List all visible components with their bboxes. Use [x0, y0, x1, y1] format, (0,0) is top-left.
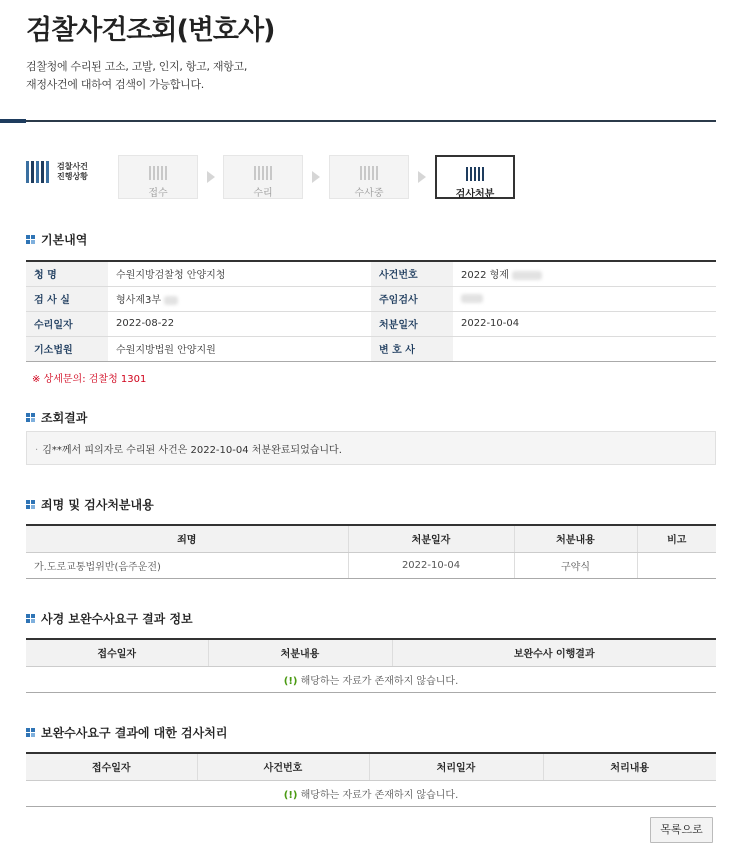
- column-header: 처리일자: [369, 753, 543, 780]
- page-title: 검찰사건조회(변호사): [26, 15, 275, 46]
- table-cell: 가.도로교통법위반(음주운전): [26, 552, 348, 578]
- redacted-text: [164, 296, 178, 305]
- redacted-text: [512, 271, 542, 280]
- column-header: 죄명: [26, 525, 348, 552]
- table-row: [26, 286, 716, 311]
- column-header: 접수일자: [26, 639, 208, 666]
- column-header: 접수일자: [26, 753, 197, 780]
- charges-table: [26, 524, 716, 579]
- section-bullet-icon: [26, 614, 35, 623]
- table-row: [26, 780, 716, 806]
- bullet-icon: ·: [35, 445, 39, 456]
- section-title-basic: 기본내역: [26, 231, 87, 248]
- arrow-right-icon: [207, 171, 215, 183]
- column-header: 비고: [637, 525, 716, 552]
- field-value: 수원지방법원 안양지원: [108, 336, 371, 361]
- field-label: 처분일자: [371, 311, 453, 336]
- field-value: 2022 형제: [453, 261, 716, 286]
- table-row: [26, 261, 716, 286]
- description-line: 검찰청에 수리된 고소, 고발, 인지, 항고, 재항고,: [26, 60, 248, 73]
- column-header: 처분일자: [348, 525, 514, 552]
- alert-icon: (!): [283, 675, 298, 687]
- column-header: 처분내용: [514, 525, 637, 552]
- prosecutor-handling-table: [26, 752, 716, 807]
- table-cell: 2022-10-04: [348, 552, 514, 578]
- section-title-prosecutor-handling: 보완수사요구 결과에 대한 검사처리: [26, 724, 227, 741]
- field-label: 청 명: [26, 261, 108, 286]
- empty-message: 해당하는 자료가 존재하지 않습니다.: [297, 675, 459, 687]
- column-header: 처리내용: [543, 753, 716, 780]
- bar-chart-icon: [26, 161, 49, 183]
- field-value: 2022-08-22: [108, 311, 371, 336]
- section-bullet-icon: [26, 728, 35, 737]
- result-message-box: [26, 431, 716, 465]
- field-label: 사건번호: [371, 261, 453, 286]
- step-label: 수사중: [354, 188, 384, 199]
- section-title-charges: 죄명 및 검사처분내용: [26, 496, 154, 513]
- field-value: 형사제3부: [108, 286, 371, 311]
- case-progress: [26, 153, 516, 201]
- table-row: [26, 666, 716, 692]
- progress-step-accepted: [223, 155, 303, 199]
- redacted-text: [461, 294, 483, 303]
- field-label: 변 호 사: [371, 336, 453, 361]
- empty-row: [26, 666, 716, 692]
- empty-message: 해당하는 자료가 존재하지 않습니다.: [297, 789, 459, 801]
- section-bullet-icon: [26, 235, 35, 244]
- step-label: 접수: [148, 188, 168, 199]
- page-description: [26, 58, 247, 94]
- step-icon: [330, 166, 408, 180]
- column-header: 사건번호: [197, 753, 369, 780]
- empty-row: [26, 780, 716, 806]
- field-label: 검 사 실: [26, 286, 108, 311]
- alert-icon: (!): [283, 789, 298, 801]
- section-bullet-icon: [26, 500, 35, 509]
- inquiry-notice: ※ 상세문의: 검찰청 1301: [32, 374, 147, 385]
- section-title-police-request: 사경 보완수사요구 결과 정보: [26, 610, 193, 627]
- arrow-right-icon: [312, 171, 320, 183]
- column-header: 처분내용: [208, 639, 392, 666]
- title-divider: [0, 120, 716, 122]
- field-label: 수리일자: [26, 311, 108, 336]
- section-title-result: 조회결과: [26, 409, 87, 426]
- progress-step-disposition: [435, 155, 515, 199]
- section-bullet-icon: [26, 413, 35, 422]
- field-value: 2022-10-04: [453, 311, 716, 336]
- table-header-row: [26, 525, 716, 552]
- progress-step-received: [118, 155, 198, 199]
- progress-header: [26, 161, 88, 183]
- step-icon: [119, 166, 197, 180]
- description-line: 재정사건에 대하여 검색이 가능합니다.: [26, 78, 205, 91]
- arrow-right-icon: [418, 171, 426, 183]
- result-message: 김**께서 피의자로 수리된 사건은 2022-10-04 처분완료되었습니다.: [42, 445, 342, 456]
- field-label: 기소법원: [26, 336, 108, 361]
- table-row: [26, 336, 716, 361]
- field-value: [453, 286, 716, 311]
- field-value: [453, 336, 716, 361]
- column-header: 보완수사 이행결과: [392, 639, 716, 666]
- field-label: 주임검사: [371, 286, 453, 311]
- basic-info-table: [26, 260, 716, 362]
- back-to-list-button[interactable]: 목록으로: [650, 817, 713, 843]
- progress-label: 검찰사건 진행상황: [57, 162, 88, 181]
- step-icon: [224, 166, 302, 180]
- field-value: 수원지방검찰청 안양지청: [108, 261, 371, 286]
- table-row: [26, 552, 716, 578]
- progress-step-investigating: [329, 155, 409, 199]
- table-header-row: [26, 639, 716, 666]
- step-label: 수리: [253, 188, 273, 199]
- table-header-row: [26, 753, 716, 780]
- step-icon: [437, 167, 513, 181]
- step-label: 검사처분: [455, 189, 495, 200]
- table-cell: [637, 552, 716, 578]
- table-cell: 구약식: [514, 552, 637, 578]
- table-row: [26, 311, 716, 336]
- police-request-table: [26, 638, 716, 693]
